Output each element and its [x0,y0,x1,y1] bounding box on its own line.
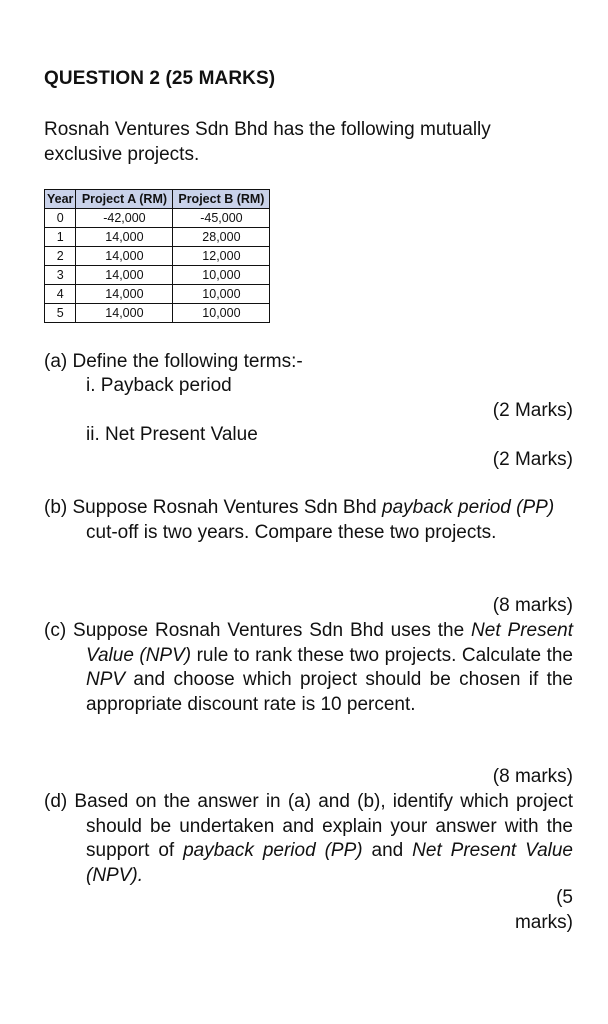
part-c-marks: (8 marks) [492,766,573,787]
cell-project-a: -42,000 [76,209,173,228]
part-b-question: (b) Suppose Rosnah Ventures Sdn Bhd payback period (PP) cut-off is two years. Compare these two projects. [44,497,555,543]
cell-year: 2 [45,247,76,266]
table-row [45,304,270,323]
cash-flow-table [44,189,270,323]
cell-year: 3 [45,266,76,285]
header-project-b: Project B (RM) [173,190,270,209]
cell-project-a: 14,000 [76,304,173,323]
table-row [45,285,270,304]
part-a-item-payback: i. Payback period [86,375,232,396]
part-a-item2-marks: (2 Marks) [492,449,573,470]
cell-project-b: 10,000 [173,304,270,323]
table-row [45,266,270,285]
part-d-marks-line1: (5 [556,887,573,908]
table-row [45,228,270,247]
part-d-question: (d) Based on the answer in (a) and (b), identify which project should be undertaken and explain your answer with the support of payback period (PP) and Net Present Value (NPV). [44,791,573,886]
cell-project-a: 14,000 [76,228,173,247]
cell-year: 1 [45,228,76,247]
part-a-item1-marks: (2 Marks) [492,400,573,421]
cell-project-b: 10,000 [173,266,270,285]
cell-year: 4 [45,285,76,304]
intro-text: Rosnah Ventures Sdn Bhd has the following mutually exclusive projects. [44,119,491,165]
cell-project-b: 10,000 [173,285,270,304]
part-a-prompt: (a) Define the following terms:- [44,351,303,372]
part-b-marks: (8 marks) [492,595,573,616]
table-row [45,247,270,266]
part-c-question: (c) Suppose Rosnah Ventures Sdn Bhd uses the Net Present Value (NPV) rule to rank these two projects. Calculate the NPV and choose which project should be chosen if the appropriate discount rate is 10 percent. [44,620,573,715]
part-d-marks-line2: marks) [514,912,573,933]
cell-project-a: 14,000 [76,285,173,304]
cell-project-b: -45,000 [173,209,270,228]
cell-project-a: 14,000 [76,266,173,285]
table-header-row [45,190,270,209]
header-project-a: Project A (RM) [76,190,173,209]
cell-project-a: 14,000 [76,247,173,266]
header-year: Year [45,190,76,209]
cell-year: 5 [45,304,76,323]
table-row [45,209,270,228]
cell-project-b: 12,000 [173,247,270,266]
cell-project-b: 28,000 [173,228,270,247]
cell-year: 0 [45,209,76,228]
part-a-item-npv: ii. Net Present Value [86,424,258,445]
question-heading: QUESTION 2 (25 MARKS) [44,68,276,89]
